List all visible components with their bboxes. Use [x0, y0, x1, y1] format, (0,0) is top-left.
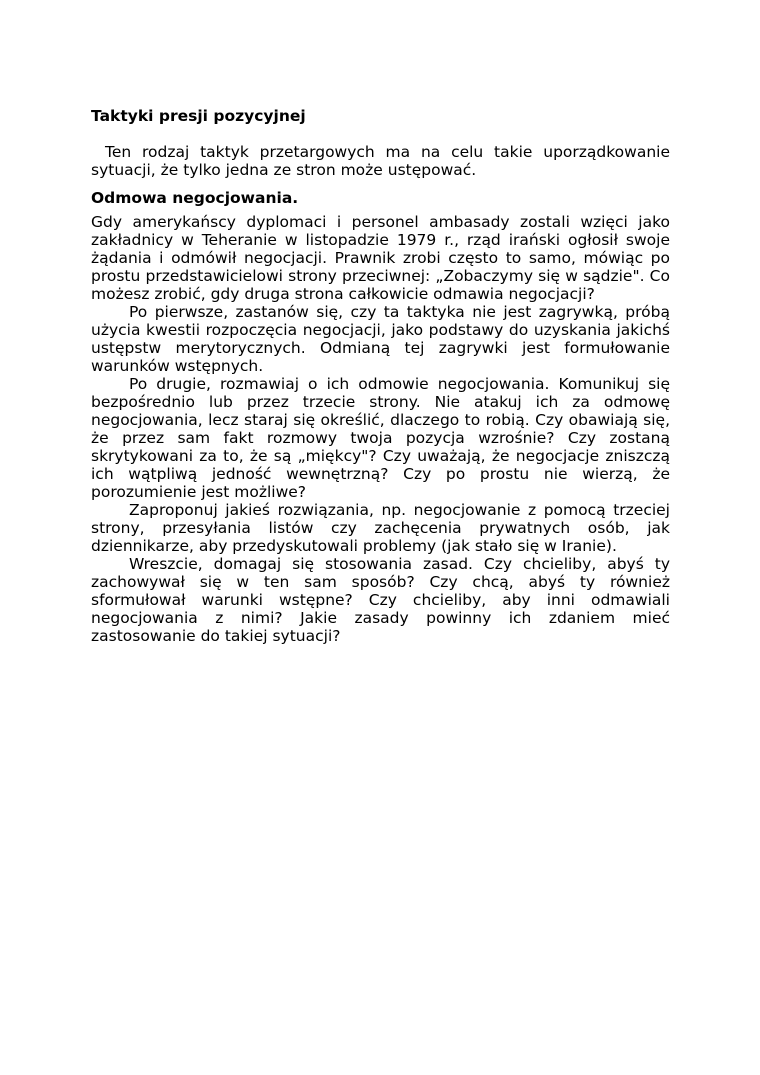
body-paragraph: Gdy amerykańscy dyplomaci i personel ambasady zostali wzięci jako zakładnicy w Teheranie w listopadzie 1979 r., rząd irański ogłosił swoje żądania i odmówił negocjacji. Prawnik zrobi często to samo, mówiąc po prostu przedstawicielowi strony przeciwnej: „Zobaczymy się w sądzie". Co możesz zrobić, gdy druga strona całkowicie odmawia negocjacji? [91, 213, 670, 303]
document-page [91, 106, 670, 645]
body-paragraph: Wreszcie, domagaj się stosowania zasad. Czy chcieliby, abyś ty zachowywał się w ten sam sposób? Czy chcą, abyś ty również sformułował warunki wstępne? Czy chcieliby, aby inni odmawiali negocjowania z nimi? Jakie zasady powinny ich zdaniem mieć zastosowanie do takiej sytuacji? [91, 555, 670, 645]
section-heading: Odmowa negocjowania. [91, 189, 299, 207]
intro-paragraph: Ten rodzaj taktyk przetargowych ma na celu takie uporządkowanie sytuacji, że tylko jedna ze stron może ustępować. [91, 143, 670, 179]
body-paragraph: Po pierwsze, zastanów się, czy ta taktyka nie jest zagrywką, próbą użycia kwestii rozpoczęcia negocjacji, jako podstawy do uzyskania jakichś ustępstw merytorycznych. Odmianą tej zagrywki jest formułowanie warunków wstępnych. [91, 303, 670, 375]
document-title: Taktyki presji pozycyjnej [91, 107, 306, 125]
body-paragraph: Zaproponuj jakieś rozwiązania, np. negocjowanie z pomocą trzeciej strony, przesyłania listów czy zachęcenia prywatnych osób, jak dziennikarze, aby przedyskutowali problemy (jak stało się w Iranie). [91, 501, 670, 555]
body-paragraph: Po drugie, rozmawiaj o ich odmowie negocjowania. Komunikuj się bezpośrednio lub przez trzecie strony. Nie atakuj ich za odmowę negocjowania, lecz staraj się określić, dlaczego to robią. Czy obawiają się, że przez sam fakt rozmowy twoja pozycja wzrośnie? Czy zostaną skrytykowani za to, że są „miękcy"? Czy uważają, że negocjacje zniszczą ich wątpliwą jedność wewnętrzną? Czy po prostu nie wierzą, że porozumienie jest możliwe? [91, 375, 670, 501]
